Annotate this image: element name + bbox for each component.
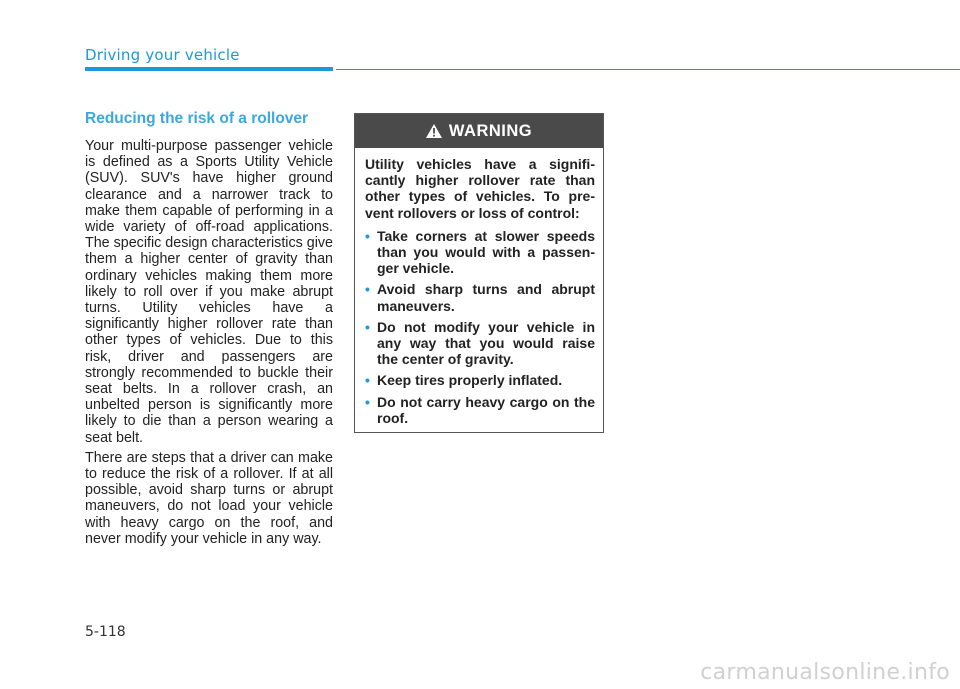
header-rule-thick bbox=[85, 67, 333, 71]
warning-list-item bbox=[365, 319, 595, 368]
warning-item-text: Keep tires properly inflated. bbox=[377, 372, 563, 389]
warning-list-item bbox=[365, 394, 595, 426]
page-number: 5-118 bbox=[85, 624, 126, 640]
bullet-icon: • bbox=[365, 393, 370, 410]
warning-body bbox=[355, 148, 603, 426]
section-title: Driving your vehicle bbox=[85, 46, 240, 64]
body-paragraph-2: There are steps that a driver can make to reduce the risk of a rollover. If at all possible, avoid sharp turns or abrupt maneuvers, do not load your vehicle with heavy cargo on the roof, and never modify your vehicle in any way. bbox=[85, 449, 333, 547]
warning-list-item bbox=[365, 372, 595, 388]
warning-item-text: Do not modify your vehicle in any way that you would raise the center of gravity. bbox=[377, 318, 595, 368]
bullet-icon: • bbox=[365, 372, 370, 389]
warning-box bbox=[354, 113, 604, 433]
bullet-icon: • bbox=[365, 281, 370, 298]
warning-list-item bbox=[365, 281, 595, 313]
section-heading: Reducing the risk of a rollover bbox=[85, 110, 309, 127]
main-column bbox=[85, 110, 333, 551]
watermark: carmanualsonline.info bbox=[700, 660, 950, 685]
warning-item-text: Avoid sharp turns and abrupt maneuvers. bbox=[377, 281, 595, 314]
warning-header bbox=[355, 114, 603, 148]
body-paragraph-1: Your multi-purpose passenger vehicle is defined as a Sports Utility Vehicle (SUV). SUV's have higher ground clearance and a narrower track to make them capable of performing in a wide variety of off-road applications. The specific design characteristics give them a higher center of gravity than ordinary vehicles making them more likely to roll over if you make abrupt turns. Utility vehicles have a significantly higher rollover rate than other types of vehicles. Due to this risk, driver and passengers are strongly recommended to buckle their seat belts. In a rollover crash, an unbelted person is significantly more likely to die than a person wearing a seat belt. bbox=[85, 138, 333, 446]
bullet-icon: • bbox=[365, 318, 370, 335]
warning-item-text: Take corners at slower speeds than you would with a passenger vehicle. bbox=[377, 227, 595, 277]
warning-list bbox=[365, 228, 595, 426]
warning-title: WARNING bbox=[448, 121, 533, 140]
warning-list-item bbox=[365, 228, 595, 277]
bullet-icon: • bbox=[365, 227, 370, 244]
header-rule-thin bbox=[336, 69, 960, 70]
warning-item-text: Do not carry heavy cargo on the roof. bbox=[377, 393, 595, 426]
warning-triangle-icon bbox=[426, 124, 442, 138]
warning-intro: Utility vehicles have a significantly higher rollover rate than other types of vehicles. To prevent rollovers or loss of control: bbox=[365, 156, 595, 221]
